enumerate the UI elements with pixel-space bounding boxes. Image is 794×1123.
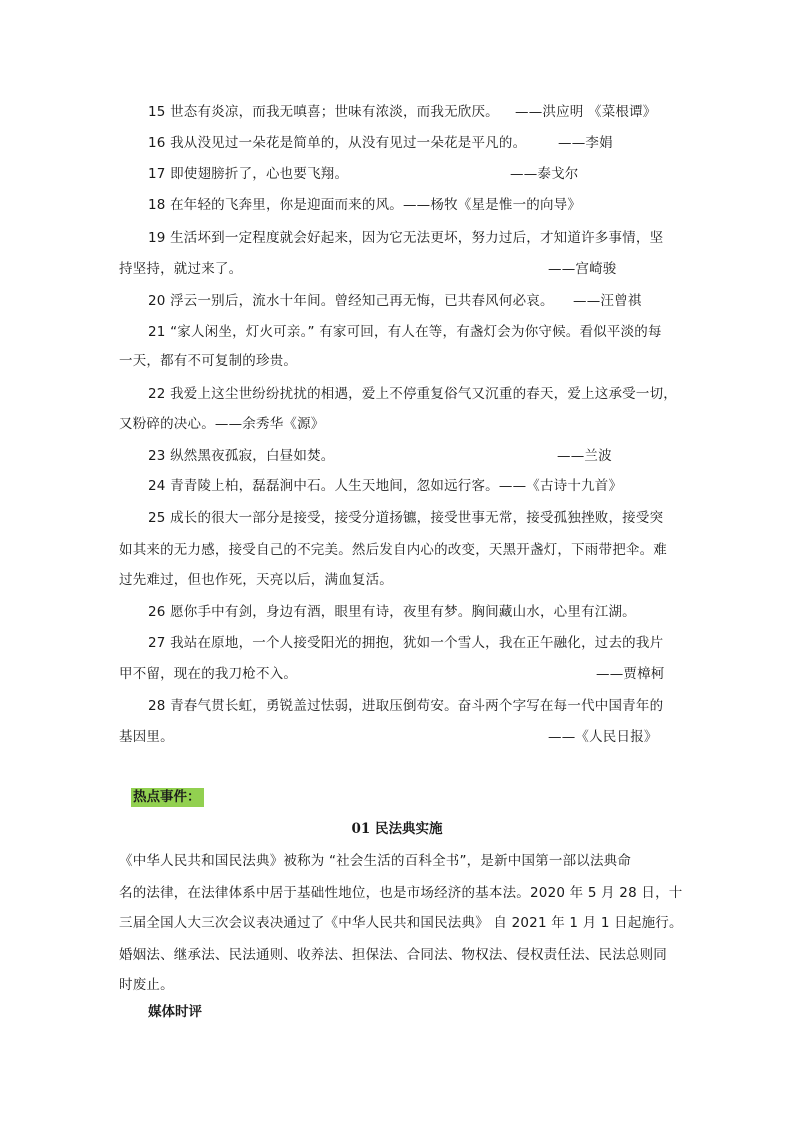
event-body-text: 婚姻法、继承法、民法通则、收养法、担保法、合同法、物权法、侵权责任法、民法总则同 bbox=[119, 947, 667, 963]
event-body-text: 《中华人民共和国民法典》被称为 “社会生活的百科全书”，是新中国第一部以法典命 bbox=[119, 853, 632, 869]
quote-text-cont: 过先难过，但也作死，天亮以后，满血复活。 bbox=[119, 572, 393, 588]
quote-text: 20 浮云一别后，流水十年间。曾经知己再无悔，已共春风何必哀。 bbox=[148, 293, 554, 309]
quote-text: 27 我站在原地，一个人接受阳光的拥抱，犹如一个雪人，我在正午融化，过去的我片 bbox=[148, 635, 664, 651]
media-commentary-heading: 媒体时评 bbox=[148, 1004, 202, 1020]
quote-text-cont: 甲不留，现在的我刀枪不入。 bbox=[119, 666, 298, 682]
event-body-text: 三届全国人大三次会议表决通过了《中华人民共和国民法典》 自 2021 年 1 月 1 日起施行。 bbox=[119, 915, 683, 931]
quote-text: 28 青春气贯长虹，勇锐盖过怯弱，进取压倒苟安。奋斗两个字写在每一代中国青年的 bbox=[148, 698, 664, 714]
quote-text: 21 “家人闲坐，灯火可亲。” 有家可回，有人在等，有盏灯会为你守候。看似平淡的每 bbox=[148, 324, 662, 340]
quote-source: ——兰波 bbox=[557, 448, 612, 464]
quote-source: ——宫崎骏 bbox=[548, 261, 617, 277]
quote-text: 16 我从没见过一朵花是简单的，从没有见过一朵花是平凡的。 bbox=[148, 135, 527, 151]
quote-text: 25 成长的很大一部分是接受，接受分道扬镳，接受世事无常，接受孤独挫败，接受突 bbox=[148, 510, 664, 526]
quote-text-cont: 一天，都有不可复制的珍贵。 bbox=[119, 353, 298, 369]
quote-source: ——李娟 bbox=[558, 135, 613, 151]
quote-source: ——《人民日报》 bbox=[548, 729, 658, 745]
event-body-text: 名的法律，在法律体系中居于基础性地位，也是市场经济的基本法。2020 年 5 月 28 日，十 bbox=[119, 885, 683, 901]
quote-text: 23 纵然黑夜孤寂，白昼如焚。 bbox=[148, 448, 335, 464]
quote-text-cont: 又粉碎的决心。——余秀华《源》 bbox=[119, 416, 325, 432]
event-title: 01 民法典实施 bbox=[351, 821, 443, 837]
quote-text: 26 愿你手中有剑，身边有酒，眼里有诗，夜里有梦。胸间藏山水，心里有江湖。 bbox=[148, 604, 636, 620]
quote-source: ——洪应明 《菜根谭》 bbox=[515, 104, 657, 120]
quote-text: 18 在年轻的飞奔里，你是迎面而来的风。——杨牧《星是惟一的向导》 bbox=[148, 197, 582, 213]
quote-text: 19 生活坏到一定程度就会好起来，因为它无法更坏，努力过后，才知道许多事情，坚 bbox=[148, 230, 664, 246]
hot-events-tag: 热点事件： bbox=[131, 788, 204, 807]
quote-source: ——汪曾祺 bbox=[573, 293, 642, 309]
quote-text-cont: 持坚持，就过来了。 bbox=[119, 261, 243, 277]
quote-text-cont: 如其来的无力感，接受自己的不完美。然后发自内心的改变，天黑开盏灯，下雨带把伞。难 bbox=[119, 542, 667, 558]
quote-source: ——贾樟柯 bbox=[596, 666, 665, 682]
quote-text-cont: 基因里。 bbox=[119, 729, 174, 745]
quote-text: 17 即使翅膀折了，心也要飞翔。 bbox=[148, 166, 349, 182]
quote-source: ——泰戈尔 bbox=[510, 166, 579, 182]
quote-text: 15 世态有炎凉，而我无嗔喜；世味有浓淡，而我无欣厌。 bbox=[148, 104, 499, 120]
quote-text: 24 青青陵上柏，磊磊涧中石。人生天地间，忽如远行客。——《古诗十九首》 bbox=[148, 478, 623, 494]
quote-text: 22 我爱上这尘世纷纷扰扰的相遇，爱上不停重复俗气又沉重的春天，爱上这承受一切， bbox=[148, 386, 677, 402]
event-body-text: 时废止。 bbox=[119, 977, 174, 993]
